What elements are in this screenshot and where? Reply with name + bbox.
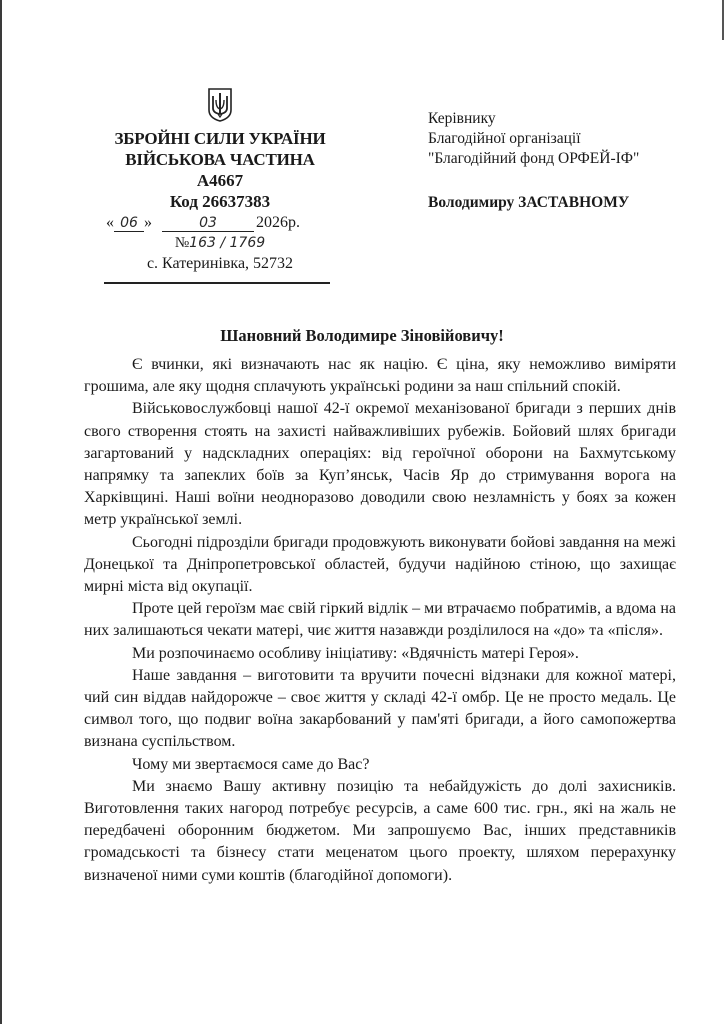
date-year: 2026р. bbox=[256, 214, 300, 231]
paragraph: Проте цей героїзм має свій гіркий відлік – ми втрачаємо побратимів, а вдома на них залишаються чекати матері, чиє життя назавжди розділилося на «до» та «після». bbox=[84, 600, 676, 640]
org-name-line2: ВІЙСЬКОВА ЧАСТИНА bbox=[125, 150, 315, 169]
recipient-block bbox=[428, 109, 708, 213]
recipient-org-name: "Благодійний фонд ОРФЕЙ-ІФ" bbox=[428, 150, 640, 167]
date-open-quote: « bbox=[106, 214, 114, 231]
paragraph: Чому ми звертаємося саме до Вас? bbox=[132, 755, 370, 773]
paragraph: Сьогодні підрозділи бригади продовжують виконувати бойові завдання на межі Донецької та Дніпропетровської областей, будучи надійною стіною, що захищає мирні міста від окупації. bbox=[84, 533, 676, 596]
paragraph: Військовослужбовці нашої 42-ї окремої механізованої бригади з перших днів свого створення стоять на захисті найважливіших рубежів. Бойовий шлях бригади загартований у надскладних операціях: від героїчної оборони на Бахмутському напрямку та запеклих боїв за Куп’янськ, Часів Яр до стримування ворога на Харківщині. Наші воїни неодноразово доводили свою незламність у боях за кожен метр української землі. bbox=[84, 400, 676, 529]
number-value: 163 / 1769 bbox=[189, 235, 266, 251]
unit-number: А4667 bbox=[196, 171, 244, 190]
salutation: Шановний Володимире Зіновійовичу! bbox=[220, 326, 504, 345]
number-prefix: № bbox=[174, 235, 190, 251]
sender-header bbox=[104, 88, 336, 275]
date-month: 03 bbox=[162, 215, 254, 232]
recipient-org-type: Благодійної організації bbox=[428, 130, 581, 147]
letter-date bbox=[104, 212, 336, 233]
recipient-title: Керівнику bbox=[428, 110, 496, 127]
sender-location: с. Катеринівка, 52732 bbox=[146, 255, 294, 272]
date-day: 06 bbox=[114, 215, 144, 232]
paragraph: Наше завдання – виготовити та вручити почесні відзнаки для кожної матері, чий син віддав найдорожче – своє життя у складі 42-ї омбр. Це не просто медаль. Це символ того, що подвиг воїна закарбований у пам'яті бригади, а його самопожертва визнана суспільством. bbox=[84, 666, 676, 751]
recipient-name: Володимиру ЗАСТАВНОМУ bbox=[428, 194, 630, 211]
header-divider bbox=[104, 282, 330, 284]
paragraph: Ми розпочинаємо особливу ініціативу: «Вдячність матері Героя». bbox=[132, 644, 579, 662]
tryzub-coat-of-arms-icon bbox=[207, 88, 233, 122]
scan-edge-left bbox=[0, 0, 2, 1024]
org-name-line1: ЗБРОЙНІ СИЛИ УКРАЇНИ bbox=[114, 129, 326, 148]
date-close-quote: » bbox=[144, 214, 152, 231]
paragraph: Є вчинки, які визначають нас як націю. Є ціна, яку неможливо виміряти грошима, але яку щодня сплачують українські родини за наш спільний спокій. bbox=[84, 356, 676, 396]
paragraph: Ми знаємо Вашу активну позицію та небайдужість до долі захисників. Виготовлення таких нагород потребує ресурсів, а саме 600 тис. грн., які на жаль не передбачені оборонним бюджетом. Ми запрошуємо Вас, інших представників громадськості та бізнесу стати меценатом цього проекту, шляхом перерахунку визначеної ними суми коштів (благодійної допомоги). bbox=[84, 777, 676, 884]
outgoing-number bbox=[104, 233, 336, 253]
org-code: Код 26637383 bbox=[169, 192, 271, 211]
letter-body bbox=[84, 354, 676, 887]
